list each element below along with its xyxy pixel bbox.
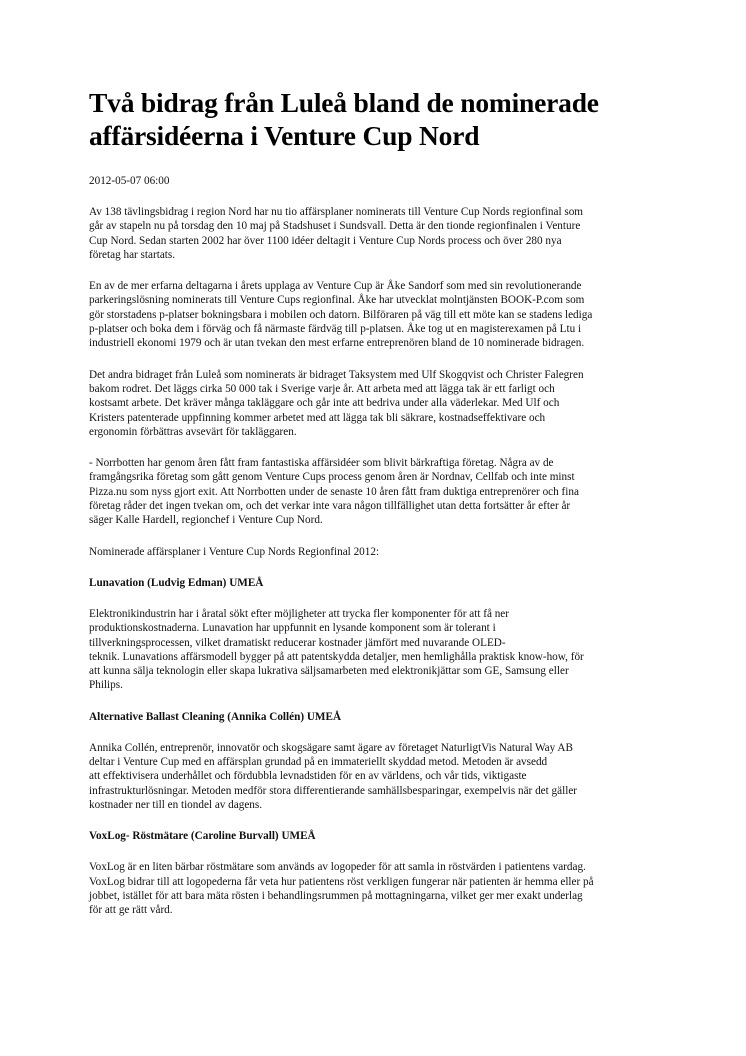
entry-text-lunavation: Elektronikindustrin har i åratal sökt efter möjligheter att trycka fler komponenter för att få ner produktionskostnaderna. Lunavation har uppfunnit en lysande komponent som är tolerant i tillverkningsprocessen, vilket dramatiskt reducerar kostnader jämfört med nuvarande OLED- teknik. Lunavations affärsmodell bygger på att patentskydda detaljer, men hemlighålla praktisk know-how, för att kunna sälja teknologin eller skapa lukrativa säljsamarbeten med elektronikjättar som GE, Samsung eller Philips. [89,607,584,692]
publish-date: 2012-05-07 06:00 [89,175,170,187]
entry-text-ballast-cleaning: Annika Collén, entreprenör, innovatör och skogsägare samt ägare av företaget NaturligtVis Natural Way AB deltar i Venture Cup med en affärsplan grundad på en immateriellt skyddad metod. Metoden är avsedd att effektivisera underhållet och fördubbla levnadstiden för en av världens, och vår tids, viktigaste infrastrukturlösningar. Metoden medför stora differentierande samhällsbesparingar, exempelvis när det gäller kostnader ner till en tiondel av dagens. [89,741,578,811]
paragraph-ake-sandorf: En av de mer erfarna deltagarna i årets upplaga av Venture Cup är Åke Sandorf som med sin revolutionerande parkeringslösning nominerats till Venture Cups regionfinal. Åke har utvecklat molntjänsten BOOK-P.com som gör storstadens p-platser bokningsbara i mobilen och datorn. Bilföraren på väg till ett möte kan se stadens lediga p-platser och boka dem i förväg och få närmaste färdväg till p-platsen. Åke tog ut en magisterexamen på Ltu i industriell ekonomi 1979 och är utan tvekan den mest erfarne entreprenören bland de 10 nominerade bidragen. [89,280,593,350]
paragraph-taksystem: Det andra bidraget från Luleå som nominerats är bidraget Taksystem med Ulf Skogqvist och Christer Falegren bakom rodret. Det läggs cirka 50 000 tak i Sverige varje år. Att arbeta med att lägga tak är ett farligt och kostsamt arbete. Det kräver många takläggare och går inte att bedriva under alla väderlekar. Med Ulf och Kristers patenterade uppfinning kommer arbetet med att lägga tak bli säkrare, kostnadseffektivare och ergonomin förbättras avsevärt för takläggaren. [89,368,584,438]
paragraph-quote: - Norrbotten har genom åren fått fram fantastiska affärsidéer som blivit bärkraftiga företag. Några av de framgångsrika företag som gått genom Venture Cups process genom åren är Nordnav, Cellfab och inte minst Pizza.nu som nyss gjort exit. Att Norrbotten under de senaste 10 åren fått fram duktiga entreprenörer och fina företag råder det ingen tvekan om, och det verkar inte vara någon tillfällighet utan detta fortsätter år efter år säger Kalle Hardell, regionchef i Venture Cup Nord. [89,457,579,527]
paragraph-nominees-intro: Nominerade affärsplaner i Venture Cup Nords Regionfinal 2012: [89,545,380,558]
paragraph-intro: Av 138 tävlingsbidrag i region Nord har nu tio affärsplaner nominerats till Venture Cup Nords regionfinal som går av stapeln nu på torsdag den 10 maj på Stadshuset i Sundsvall. Detta är den tionde regionfinalen i Venture Cup Nord. Sedan starten 2002 har över 1100 idéer deltagit i Venture Cup Nords process och över 280 nya företag har startats. [89,206,584,261]
entry-heading-lunavation: Lunavation (Ludvig Edman) UMEÅ [89,576,264,589]
article-title: Två bidrag från Luleå bland de nominerade affärsidéerna i Venture Cup Nord [89,87,599,151]
entry-heading-ballast-cleaning: Alternative Ballast Cleaning (Annika Collén) UMEÅ [89,710,342,723]
entry-text-voxlog: VoxLog är en liten bärbar röstmätare som används av logopeder för att samla in röstvärden i patientens vardag. VoxLog bidrar till att logopederna får veta hur patientens röst verkligen fungerar när patienten är hemma eller på jobbet, istället för att bara mäta rösten i behandlingsrummen på mottagningarna, vilket ger mer exakt underlag för att ge rätt vård. [89,861,594,917]
entry-heading-voxlog: VoxLog- Röstmätare (Caroline Burvall) UMEÅ [89,830,316,843]
document-page [89,86,663,934]
